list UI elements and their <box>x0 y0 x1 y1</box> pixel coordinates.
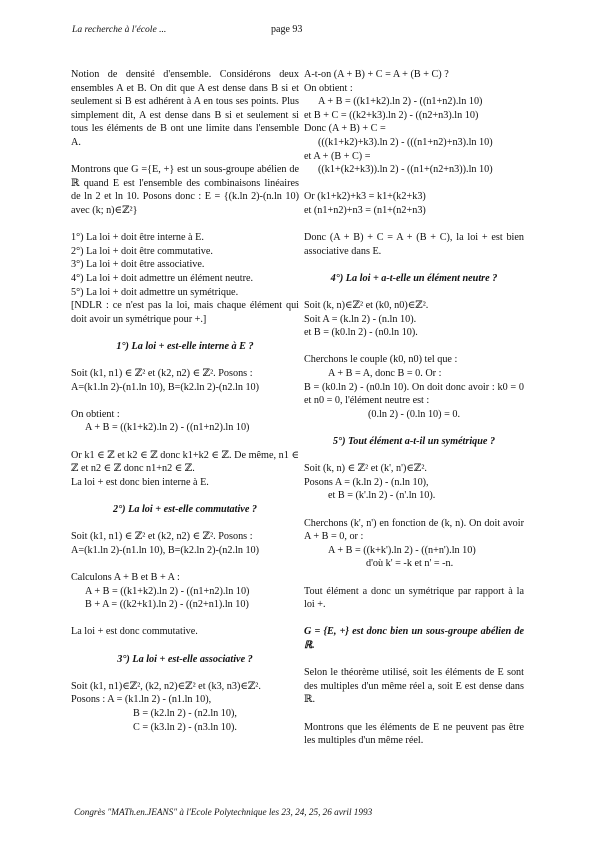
footer: Congrès "MATh.en.JEANS" à l'Ecole Polytechnique les 23, 24, 25, 26 avril 1993 <box>74 807 373 817</box>
formula-line: A + B = ((k1+k2).ln 2) - ((n1+n2).ln 10) <box>318 96 483 108</box>
paragraph: Soit (k1, n1) ∈ ℤ² et (k2, n2) ∈ ℤ². Posons : <box>71 368 253 380</box>
paragraph: A-t-on (A + B) + C = A + (B + C) ? <box>304 69 449 80</box>
spacer <box>71 517 299 531</box>
paragraph: Donc (A + B) + C = <box>304 123 386 135</box>
paragraph: B = (k0.ln 2) - (n0.ln 10). On doit donc avoir : k0 = 0 et n0 = 0, l'élément neutre est : <box>304 381 524 407</box>
spacer <box>71 326 299 340</box>
paragraph: Posons A = (k.ln 2) - (n.ln 10), <box>304 476 429 488</box>
spacer <box>304 571 524 585</box>
paragraph: Posons : A = (k1.ln 2) - (n1.ln 10), <box>71 694 212 706</box>
formula-line: C = (k3.ln 2) - (n3.ln 10). <box>133 721 237 733</box>
paragraph: Selon le théorème utilisé, soit les éléments de E sont des multiples d'un même réel a, soit E est dense dans ℝ. <box>304 667 524 706</box>
formula-line: d'où k' = -k et n' = -n. <box>366 558 454 570</box>
formula-line: (0.ln 2) - (0.ln 10) = 0. <box>367 408 461 420</box>
page-number: page 93 <box>271 24 303 35</box>
spacer <box>304 258 524 272</box>
paragraph: Or k1 ∈ ℤ et k2 ∈ ℤ donc k1+k2 ∈ ℤ. De même, n1 ∈ ℤ et n2 ∈ ℤ donc n1+n2 ∈ ℤ. <box>71 449 299 475</box>
formula-line: B = (k2.ln 2) - (n2.ln 10), <box>133 707 237 719</box>
paragraph: Cherchons le couple (k0, n0) tel que : <box>304 354 458 366</box>
formula-line: A + B = A, donc B = 0. Or : <box>328 368 442 380</box>
spacer <box>304 707 524 721</box>
conclusion: G = {E, +} est donc bien un sous-groupe abélien de ℝ. <box>304 626 524 651</box>
section-heading: 4°) La loi + a-t-elle un élément neutre ? <box>330 272 498 284</box>
paragraph: A=(k1.ln 2)-(n1.ln 10), B=(k2.ln 2)-(n2.ln 10) <box>71 544 260 556</box>
paragraph: [NDLR : ce n'est pas la loi, mais chaque élément qui doit avoir un symétrique pour +.] <box>71 300 299 325</box>
spacer <box>304 653 524 667</box>
header-left: La recherche à l'école ... <box>72 24 167 35</box>
paragraph: On obtient : <box>304 82 353 94</box>
paragraph: et A + (B + C) = <box>304 150 371 162</box>
spacer <box>71 394 299 408</box>
paragraph: Montrons que les éléments de E ne peuvent pas être les multiples d'un même réel. <box>304 721 524 747</box>
paragraph: Notion de densité d'ensemble. Considérons deux ensembles A et B. On dit que A est dense dans B si et seulement si B est adhérent à A en tous ses points. Plus simplement dit, A est dense dans B si et seulement si tous les éléments de B ont une limite dans l'ensemble A. <box>71 69 299 148</box>
paragraph: On obtient : <box>71 408 120 420</box>
paragraph: 5°) La loi + doit admettre un symétrique. <box>71 286 239 298</box>
paragraph: 2°) La loi + doit être commutative. <box>71 245 213 257</box>
spacer <box>304 612 524 626</box>
formula-line: A + B = ((k1+k2).ln 2) - ((n1+n2).ln 10) <box>85 585 250 597</box>
section-heading: 1°) La loi + est-elle interne à E ? <box>116 340 254 352</box>
paragraph: Soit (k1, n1)∈ℤ², (k2, n2)∈ℤ² et (k3, n3)∈ℤ². <box>71 680 261 692</box>
paragraph: 4°) La loi + doit admettre un élément neutre. <box>71 272 254 284</box>
paragraph: Soit (k1, n1) ∈ ℤ² et (k2, n2) ∈ ℤ². Posons : <box>71 531 253 543</box>
spacer <box>71 639 299 653</box>
paragraph: Cherchons (k', n') en fonction de (k, n). On doit avoir A + B = 0, or : <box>304 517 524 543</box>
paragraph: 1°) La loi + doit être interne à E. <box>71 232 204 244</box>
spacer <box>304 503 524 517</box>
formula-line: et B = (k'.ln 2) - (n'.ln 10). <box>328 490 436 502</box>
spacer <box>71 218 299 232</box>
paragraph: La loi + est donc commutative. <box>71 626 198 638</box>
paragraph: A=(k1.ln 2)-(n1.ln 10), B=(k2.ln 2)-(n2.ln 10) <box>71 381 260 393</box>
spacer <box>304 286 524 300</box>
paragraph: et (n1+n2)+n3 = (n1+(n2+n3) <box>304 204 426 216</box>
section-heading: 2°) La loi + est-elle commutative ? <box>113 504 257 515</box>
paragraph: Soit (k, n) ∈ ℤ² et (k', n')∈ℤ². <box>304 463 427 475</box>
paragraph: Soit A = (k.ln 2) - (n.ln 10). <box>304 313 417 325</box>
spacer <box>304 177 524 191</box>
paragraph: et B = (k0.ln 2) - (n0.ln 10). <box>304 327 418 339</box>
spacer <box>71 150 299 164</box>
spacer <box>71 557 299 571</box>
paragraph: Donc (A + B) + C = A + (B + C), la loi + est bien associative dans E. <box>304 232 524 257</box>
left-column <box>71 68 299 734</box>
right-column <box>304 68 524 748</box>
formula-line: B + A = ((k2+k1).ln 2) - ((n2+n1).ln 10) <box>85 599 249 611</box>
spacer <box>304 218 524 232</box>
spacer <box>71 489 299 503</box>
formula-line: A + B = ((k+k').ln 2) - ((n+n').ln 10) <box>328 544 476 556</box>
paragraph: Calculons A + B et B + A : <box>71 571 180 583</box>
spacer <box>304 340 524 354</box>
spacer <box>304 421 524 435</box>
spacer <box>304 449 524 463</box>
section-heading: 5°) Tout élément a-t-il un symétrique ? <box>332 436 496 448</box>
formula-line: (((k1+k2)+k3).ln 2) - (((n1+n2)+n3).ln 10) <box>318 136 493 148</box>
spacer <box>71 353 299 367</box>
paragraph: Soit (k, n)∈ℤ² et (k0, n0)∈ℤ². <box>304 300 429 312</box>
formula-line: ((k1+(k2+k3)).ln 2) - ((n1+(n2+n3)).ln 10) <box>318 164 493 176</box>
spacer <box>71 435 299 449</box>
formula-line: A + B = ((k1+k2).ln 2) - ((n1+n2).ln 10) <box>85 422 250 434</box>
paragraph: La loi + est donc bien interne à E. <box>71 476 209 488</box>
section-heading: 3°) La loi + est-elle associative ? <box>117 653 253 665</box>
paragraph: Tout élément a donc un symétrique par rapport à la loi +. <box>304 585 524 611</box>
paragraph: 3°) La loi + doit être associative. <box>71 259 205 271</box>
paragraph: Montrons que G ={E, +} est un sous-groupe abélien de ℝ quand E est l'ensemble des combinaisons linéaires de ln 2 et ln 10. Posons donc : E = {(k.ln 2)-(n.ln 10) avec (k; n)∈ℤ²} <box>71 164 299 216</box>
spacer <box>71 612 299 626</box>
paragraph: et B + C = ((k2+k3).ln 2) - ((n2+n3).ln 10) <box>304 109 479 121</box>
paragraph: Or (k1+k2)+k3 = k1+(k2+k3) <box>304 191 426 203</box>
spacer <box>71 666 299 680</box>
